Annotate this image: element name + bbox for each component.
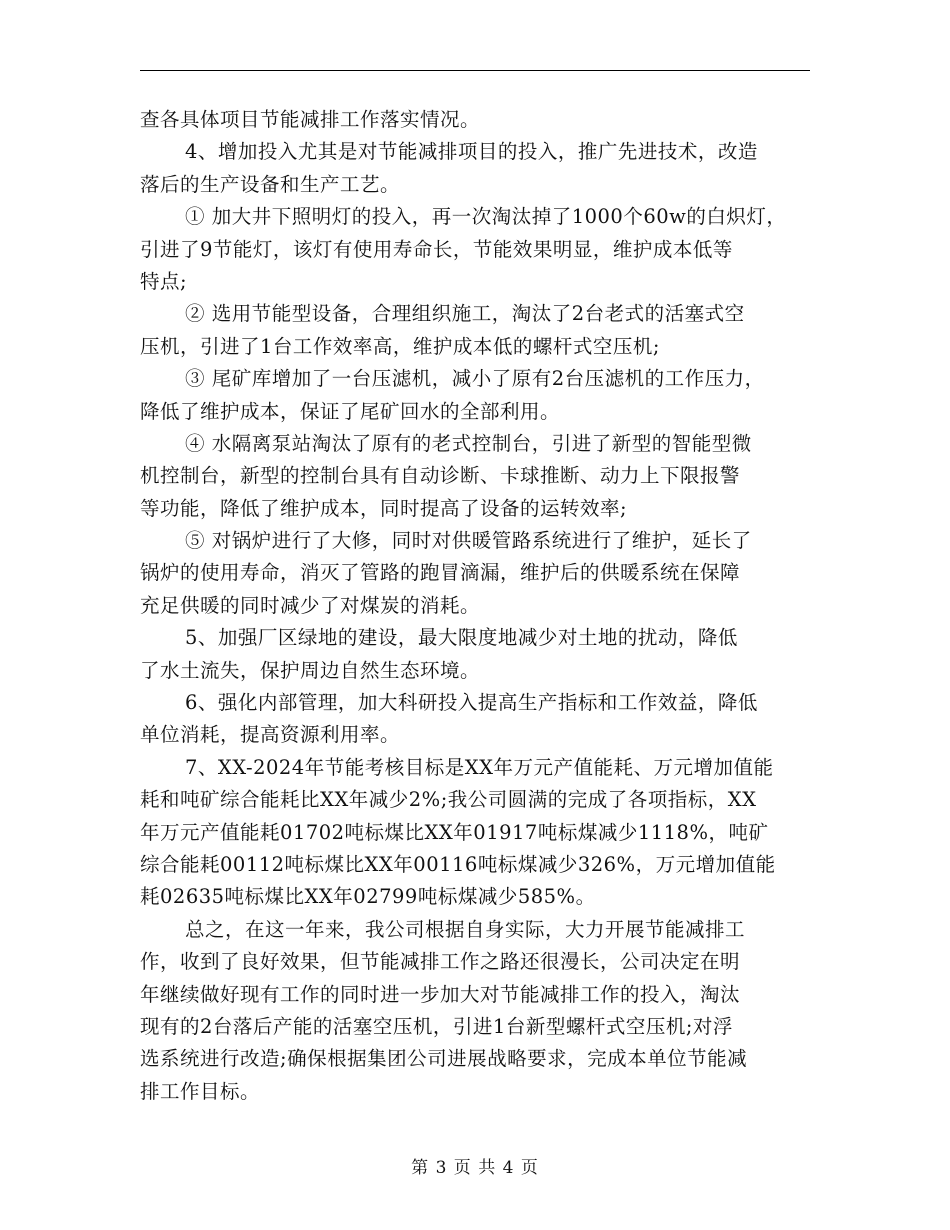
text-line: 等功能，降低了维护成本，同时提高了设备的运转效率;	[140, 496, 628, 520]
text-line: 7、XX-2024年节能考核目标是XX年万元产值能耗、万元增加值能	[185, 755, 774, 779]
text-line: 4、增加投入尤其是对节能减排项目的投入，推广先进技术，改造	[185, 140, 758, 164]
text-line: 压机，引进了1台工作效率高，维护成本低的螺杆式空压机;	[140, 334, 660, 358]
text-line: 了水土流失，保护周边自然生态环境。	[140, 658, 481, 682]
text-line: 引进了9节能灯，该灯有使用寿命长，节能效果明显，维护成本低等	[140, 237, 733, 261]
text-line: 年继续做好现有工作的同时进一步加大对节能减排工作的投入，淘汰	[140, 982, 741, 1006]
text-line: ⑤ 对锅炉进行了大修，同时对供暖管路系统进行了维护，延长了	[185, 529, 752, 553]
text-line: 总之，在这一年来，我公司根据自身实际，大力开展节能减排工	[185, 917, 746, 941]
text-line: 现有的2台落后产能的活塞空压机，引进1台新型螺杆式空压机;对浮	[140, 1014, 733, 1038]
text-line: 6、强化内部管理，加大科研投入提高生产指标和工作效益，降低	[185, 691, 758, 715]
text-line: 作，收到了良好效果，但节能减排工作之路还很漫长，公司决定在明	[140, 950, 741, 974]
text-line: 综合能耗00112吨标煤比XX年00116吨标煤减少326%，万元增加值能	[140, 852, 776, 876]
text-line: 选系统进行改造;确保根据集团公司进展战略要求，完成本单位节能减	[140, 1047, 748, 1071]
text-line: 5、加强厂区绿地的建设，最大限度地减少对土地的扰动，降低	[185, 626, 738, 650]
document-body	[140, 104, 820, 1108]
text-line: 落后的生产设备和生产工艺。	[140, 172, 401, 196]
text-line: 锅炉的使用寿命，消灭了管路的跑冒滴漏，维护后的供暖系统在保障	[140, 561, 741, 585]
text-line: ③ 尾矿库增加了一台压滤机，减小了原有2台压滤机的工作压力，	[185, 367, 765, 391]
text-line: 充足供暖的同时减少了对煤炭的消耗。	[140, 593, 481, 617]
text-line: 单位消耗，提高资源利用率。	[140, 723, 401, 747]
text-line: 耗和吨矿综合能耗比XX年减少2%;我公司圆满的完成了各项指标，XX	[140, 788, 757, 812]
header-rule	[140, 70, 810, 71]
text-line: 降低了维护成本，保证了尾矿回水的全部利用。	[140, 399, 561, 423]
text-line: 年万元产值能耗01702吨标煤比XX年01917吨标煤减少1118%，吨矿	[140, 820, 769, 844]
text-line: 机控制台，新型的控制台具有自动诊断、卡球推断、动力上下限报警	[140, 464, 741, 488]
page-number-footer: 第 3 页 共 4 页	[411, 1158, 539, 1178]
text-line: ② 选用节能型设备，合理组织施工，淘汰了2台老式的活塞式空	[185, 302, 745, 326]
text-line: 查各具体项目节能减排工作落实情况。	[140, 108, 481, 131]
text-line: ④ 水隔离泵站淘汰了原有的老式控制台，引进了新型的智能型微	[185, 431, 752, 455]
text-line: ① 加大井下照明灯的投入，再一次淘汰掉了1000个60w的白炽灯，	[185, 205, 787, 229]
text-line: 排工作目标。	[140, 1079, 261, 1103]
text-line: 耗02635吨标煤比XX年02799吨标煤减少585%。	[140, 885, 596, 909]
text-line: 特点;	[140, 269, 188, 293]
